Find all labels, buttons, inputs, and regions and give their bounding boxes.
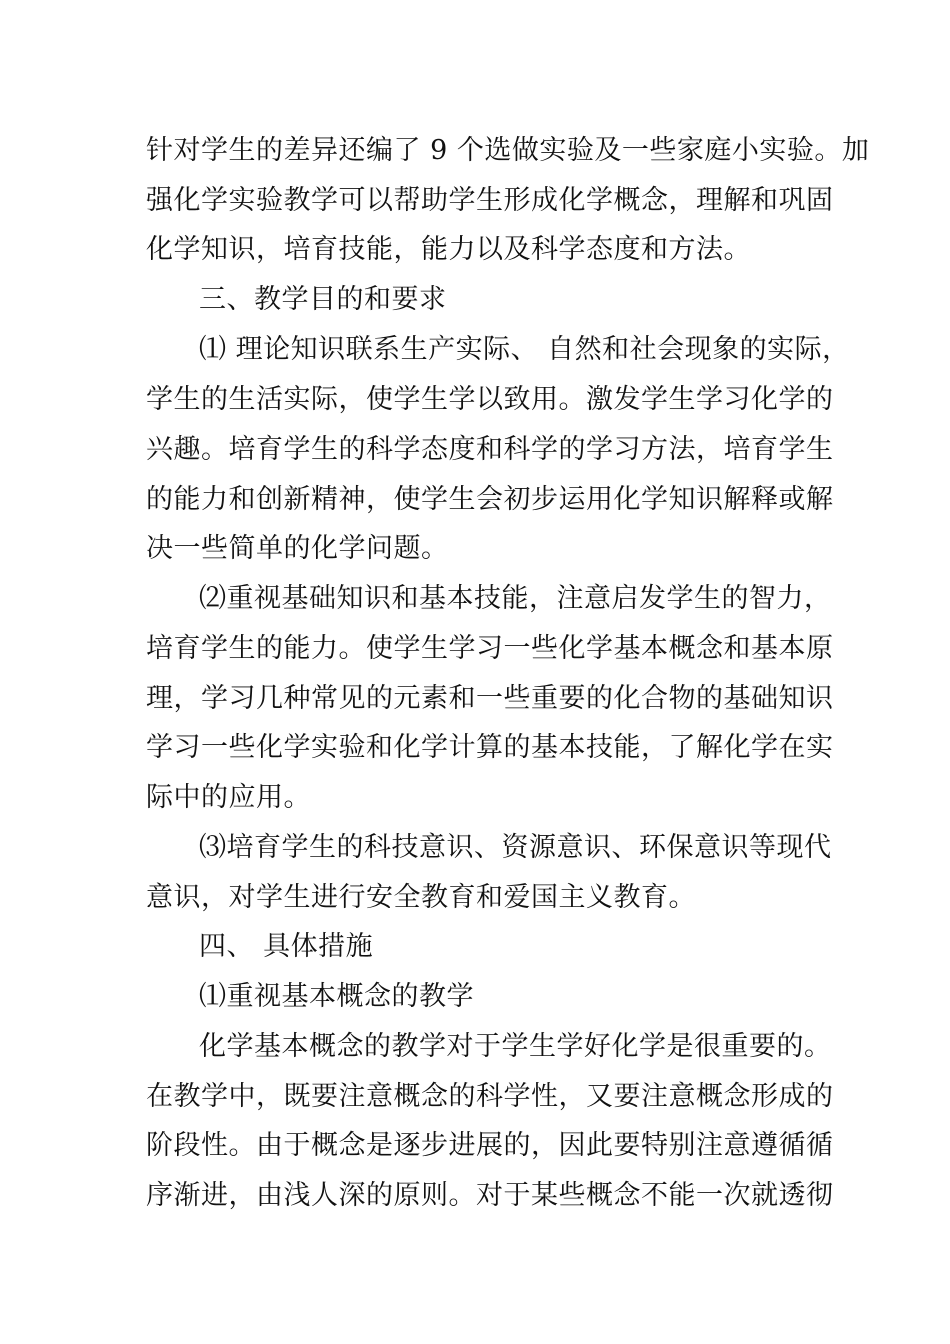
- paragraph-line: 在教学中，既要注意概念的科学性，又要注意概念形成的: [146, 1081, 834, 1112]
- paragraph-line: 理，学习几种常见的元素和一些重要的化合物的基础知识: [146, 683, 834, 714]
- paragraph-line: ⑴ 理论知识联系生产实际、 自然和社会现象的实际，: [199, 334, 850, 365]
- paragraph-line: ⑵重视基础知识和基本技能，注意启发学生的智力，: [199, 583, 832, 614]
- paragraph-line: 意识，对学生进行安全教育和爱国主义教育。: [146, 882, 696, 913]
- paragraph-line: 化学知识，培育技能，能力以及科学态度和方法。: [146, 234, 751, 265]
- section-heading: 三、教学目的和要求: [199, 284, 447, 315]
- paragraph-line: 决一些简单的化学问题。: [146, 533, 449, 564]
- paragraph-line: 培育学生的能力。使学生学习一些化学基本概念和基本原: [146, 633, 834, 664]
- paragraph-line: 序渐进，由浅人深的原则。对于某些概念不能一次就透彻: [146, 1180, 834, 1211]
- paragraph-line: 学习一些化学实验和化学计算的基本技能，了解化学在实: [146, 732, 834, 763]
- paragraph-line: 的能力和创新精神，使学生会初步运用化学知识解释或解: [146, 484, 834, 515]
- paragraph-line: 际中的应用。: [146, 782, 311, 813]
- paragraph-line: 阶段性。由于概念是逐步进展的，因此要特别注意遵循循: [146, 1130, 834, 1161]
- paragraph-line: 兴趣。培育学生的科学态度和科学的学习方法，培育学生: [146, 434, 834, 465]
- paragraph-line: 强化学实验教学可以帮助学生形成化学概念，理解和巩固: [146, 185, 834, 216]
- paragraph-line: 针对学生的差异还编了 9 个选做实验及一些家庭小实验。加: [146, 135, 870, 166]
- section-heading: 四、 具体措施: [199, 931, 374, 962]
- paragraph-line: ⑶培育学生的科技意识、资源意识、环保意识等现代: [199, 832, 832, 863]
- subsection-heading: ⑴重视基本概念的教学: [199, 981, 474, 1012]
- paragraph-line: 学生的生活实际，使学生学以致用。激发学生学习化学的: [146, 384, 834, 415]
- paragraph-line: 化学基本概念的教学对于学生学好化学是很重要的。: [199, 1031, 832, 1062]
